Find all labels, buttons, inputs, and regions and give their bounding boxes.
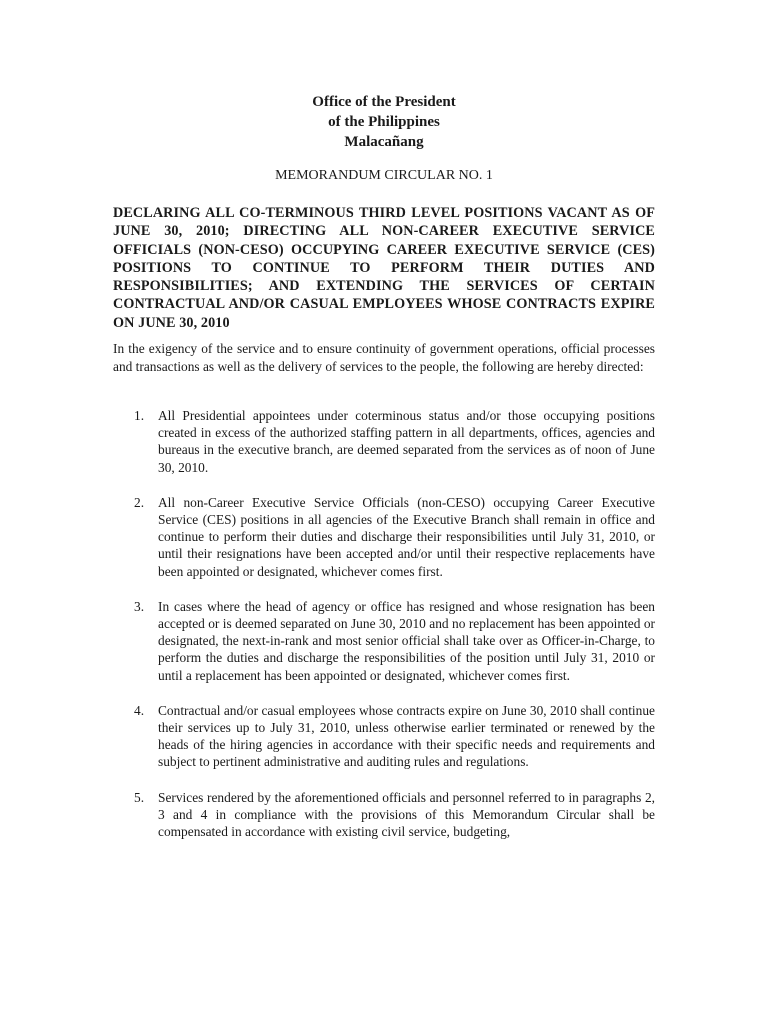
list-item-number: 1. (134, 408, 145, 423)
list-item-number: 4. (134, 702, 145, 718)
list-item-number: 3. (134, 598, 145, 614)
issuing-office-header (0, 92, 768, 152)
directive-list (113, 407, 655, 858)
header-line-country: of the Philippines (328, 114, 440, 130)
header-line-palace: Malacañang (344, 134, 424, 150)
list-item (113, 702, 655, 771)
list-item-text: All non-Career Executive Service Officials (non-CESO) occupying Career Executive Service (CES) positions in all agencies of the Executive Branch shall remain in office and continue to perform their duties and discharge their responsibilities until July 31, 2010, or until their resignations have been accepted and/or until their respective replacements have been appointed or designated, whichever comes first. (158, 494, 655, 579)
list-item-text: In cases where the head of agency or office has resigned and whose resignation has been accepted or is deemed separated on June 30, 2010 and no replacement has been appointed or designated, the next-in-rank and most senior official shall take over as Officer-in-Charge, to perform the duties and discharge the responsibilities of the position until July 31, 2010 or until a replacement has been appointed or designated, whichever comes first. (158, 598, 655, 683)
list-item-text: Contractual and/or casual employees whose contracts expire on June 30, 2010 shall continue their services up to July 31, 2010, unless otherwise earlier terminated or renewed by the heads of the hiring agencies in accordance with their specific needs and requirements and subject to pertinent administrative and auditing rules and regulations. (158, 702, 655, 770)
intro-paragraph: In the exigency of the service and to ensure continuity of government operations, official processes and transactions as well as the delivery of services to the people, the following are hereby directed: (113, 341, 655, 374)
memo-subject: DECLARING ALL CO-TERMINOUS THIRD LEVEL POSITIONS VACANT AS OF JUNE 30, 2010; DIRECTING ALL NON-CAREER EXECUTIVE SERVICE OFFICIALS (NON-CESO) OCCUPYING CAREER EXECUTIVE SERVICE (CES) POSITIONS TO CONTINUE TO PERFORM THEIR DUTIES AND RESPONSIBILITIES; AND EXTENDING THE SERVICES OF CERTAIN CONTRACTUAL AND/OR CASUAL EMPLOYEES WHOSE CONTRACTS EXPIRE ON JUNE 30, 2010 (113, 205, 655, 331)
list-item-text: All Presidential appointees under coterminous status and/or those occupying positions created in excess of the authorized staffing pattern in all departments, offices, agencies and bureaus in the executive branch, are deemed separated from the services as of noon of June 30, 2010. (158, 408, 655, 475)
list-item-text: Services rendered by the aforementioned officials and personnel referred to in paragraphs 2, 3 and 4 in compliance with the provisions of this Memorandum Circular shall be compensated in accordance with existing civil service, budgeting, (158, 789, 655, 840)
list-item (113, 494, 655, 580)
list-item (113, 789, 655, 841)
memo-title: MEMORANDUM CIRCULAR NO. 1 (275, 168, 493, 183)
list-item (113, 407, 655, 476)
header-line-office: Office of the President (312, 94, 456, 110)
list-item (113, 598, 655, 684)
list-item-number: 2. (134, 494, 145, 510)
list-item-number: 5. (134, 789, 145, 805)
